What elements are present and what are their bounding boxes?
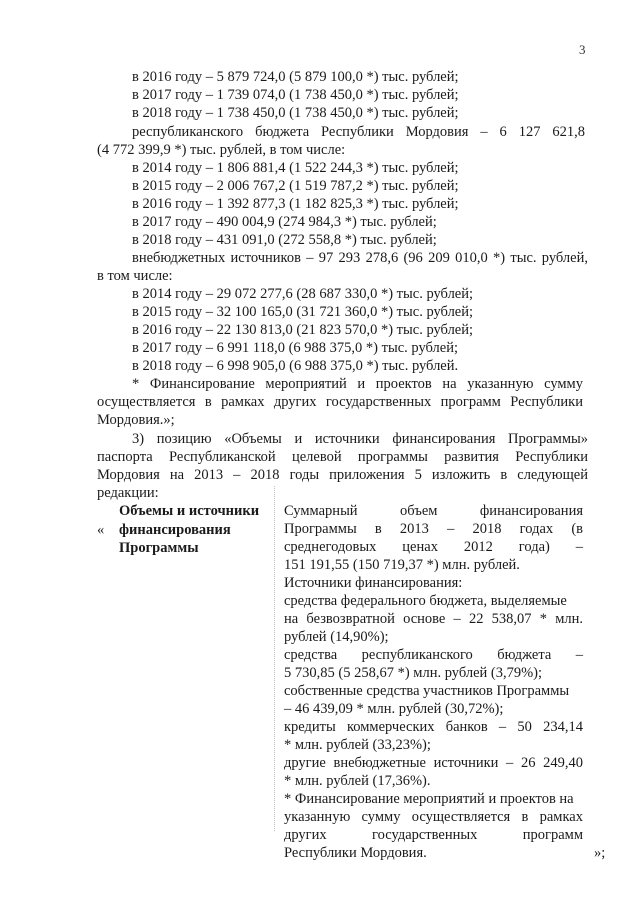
text-line: Мордовия на 2013 – 2018 годы приложения 5 изложить в следующей [97, 467, 588, 483]
text-line: в 2014 году – 1 806 881,4 (1 522 244,3 *) тыс. рублей; [132, 160, 459, 176]
table-right-cell-line: другие внебюджетные источники – 26 249,40 [284, 755, 583, 771]
table-right-cell-line: Программы в 2013 – 2018 годах (в [284, 521, 583, 537]
text-line: в том числе: [97, 268, 173, 284]
text-line: в 2018 году – 1 738 450,0 (1 738 450,0 *) тыс. рублей; [132, 105, 459, 121]
text-line: в 2018 году – 6 998 905,0 (6 988 375,0 *) тыс. рублей. [132, 358, 459, 374]
table-right-cell-line: Республики Мордовия. [284, 845, 427, 861]
text-line: 3) позицию «Объемы и источники финансирования Программы» [132, 431, 588, 447]
text-line: в 2017 году – 490 004,9 (274 984,3 *) тыс. рублей; [132, 214, 437, 230]
text-line: * Финансирование мероприятий и проектов на указанную сумму [132, 376, 583, 392]
table-right-cell-line: * Финансирование мероприятий и проектов на [284, 791, 574, 807]
table-right-cell-line: Источники финансирования: [284, 575, 463, 591]
text-line: в 2015 году – 32 100 165,0 (31 721 360,0 *) тыс. рублей; [132, 304, 474, 320]
table-right-cell-line: средства республиканского бюджета – [284, 647, 583, 663]
table-right-cell-line: на безвозвратной основе – 22 538,07 * млн. [284, 611, 583, 627]
table-right-cell-line: – 46 439,09 * млн. рублей (30,72%); [284, 701, 504, 717]
text-line: в 2016 году – 1 392 877,3 (1 182 825,3 *) тыс. рублей; [132, 196, 459, 212]
text-line: в 2018 году – 431 091,0 (272 558,8 *) тыс. рублей; [132, 232, 437, 248]
table-right-cell-line: указанную сумму осуществляется в рамках [284, 809, 583, 825]
text-line: в 2015 году – 2 006 767,2 (1 519 787,2 *) тыс. рублей; [132, 178, 459, 194]
table-column-divider [274, 486, 276, 831]
text-line: редакции: [97, 485, 159, 501]
table-right-cell-line: рублей (14,90%); [284, 629, 389, 645]
table-left-cell-line: финансирования [119, 522, 231, 538]
text-line: осуществляется в рамках других государственных программ Республики [97, 394, 583, 410]
text-line: республиканского бюджета Республики Мордовия – 6 127 621,8 [132, 124, 585, 140]
text-line: в 2016 году – 5 879 724,0 (5 879 100,0 *) тыс. рублей; [132, 69, 459, 85]
close-quote: »; [594, 845, 606, 861]
table-right-cell-line: * млн. рублей (17,36%). [284, 773, 431, 789]
table-left-cell-line: Объемы и источники [119, 503, 260, 519]
open-quote: « [97, 522, 105, 538]
text-line: внебюджетных источников – 97 293 278,6 (96 209 010,0 *) тыс. рублей, [132, 250, 588, 266]
table-right-cell-line: средства федерального бюджета, выделяемые [284, 593, 567, 609]
table-right-cell-line: Суммарный объем финансирования [284, 503, 583, 519]
table-right-cell-line: среднегодовых ценах 2012 года) – [284, 539, 583, 555]
text-line: Мордовия.»; [97, 412, 175, 428]
table-right-cell-line: собственные средства участников Программы [284, 683, 570, 699]
text-line: в 2014 году – 29 072 277,6 (28 687 330,0 *) тыс. рублей; [132, 286, 474, 302]
text-line: в 2016 году – 22 130 813,0 (21 823 570,0 *) тыс. рублей; [132, 322, 474, 338]
text-line: (4 772 399,9 *) тыс. рублей, в том числе: [97, 142, 346, 158]
table-right-cell-line: кредиты коммерческих банков – 50 234,14 [284, 719, 583, 735]
table-right-cell-line: 5 730,85 (5 258,67 *) млн. рублей (3,79%); [284, 665, 543, 681]
table-right-cell-line: 151 191,55 (150 719,37 *) млн. рублей. [284, 557, 520, 573]
table-left-cell-line: Программы [119, 540, 199, 556]
text-line: паспорта Республиканской целевой программы развития Республики [97, 449, 588, 465]
page-number: 3 [579, 42, 586, 57]
text-line: в 2017 году – 6 991 118,0 (6 988 375,0 *) тыс. рублей; [132, 340, 458, 356]
text-line: в 2017 году – 1 739 074,0 (1 738 450,0 *) тыс. рублей; [132, 87, 459, 103]
table-right-cell-line: других государственных программ [284, 827, 583, 843]
table-right-cell-line: * млн. рублей (33,23%); [284, 737, 431, 753]
